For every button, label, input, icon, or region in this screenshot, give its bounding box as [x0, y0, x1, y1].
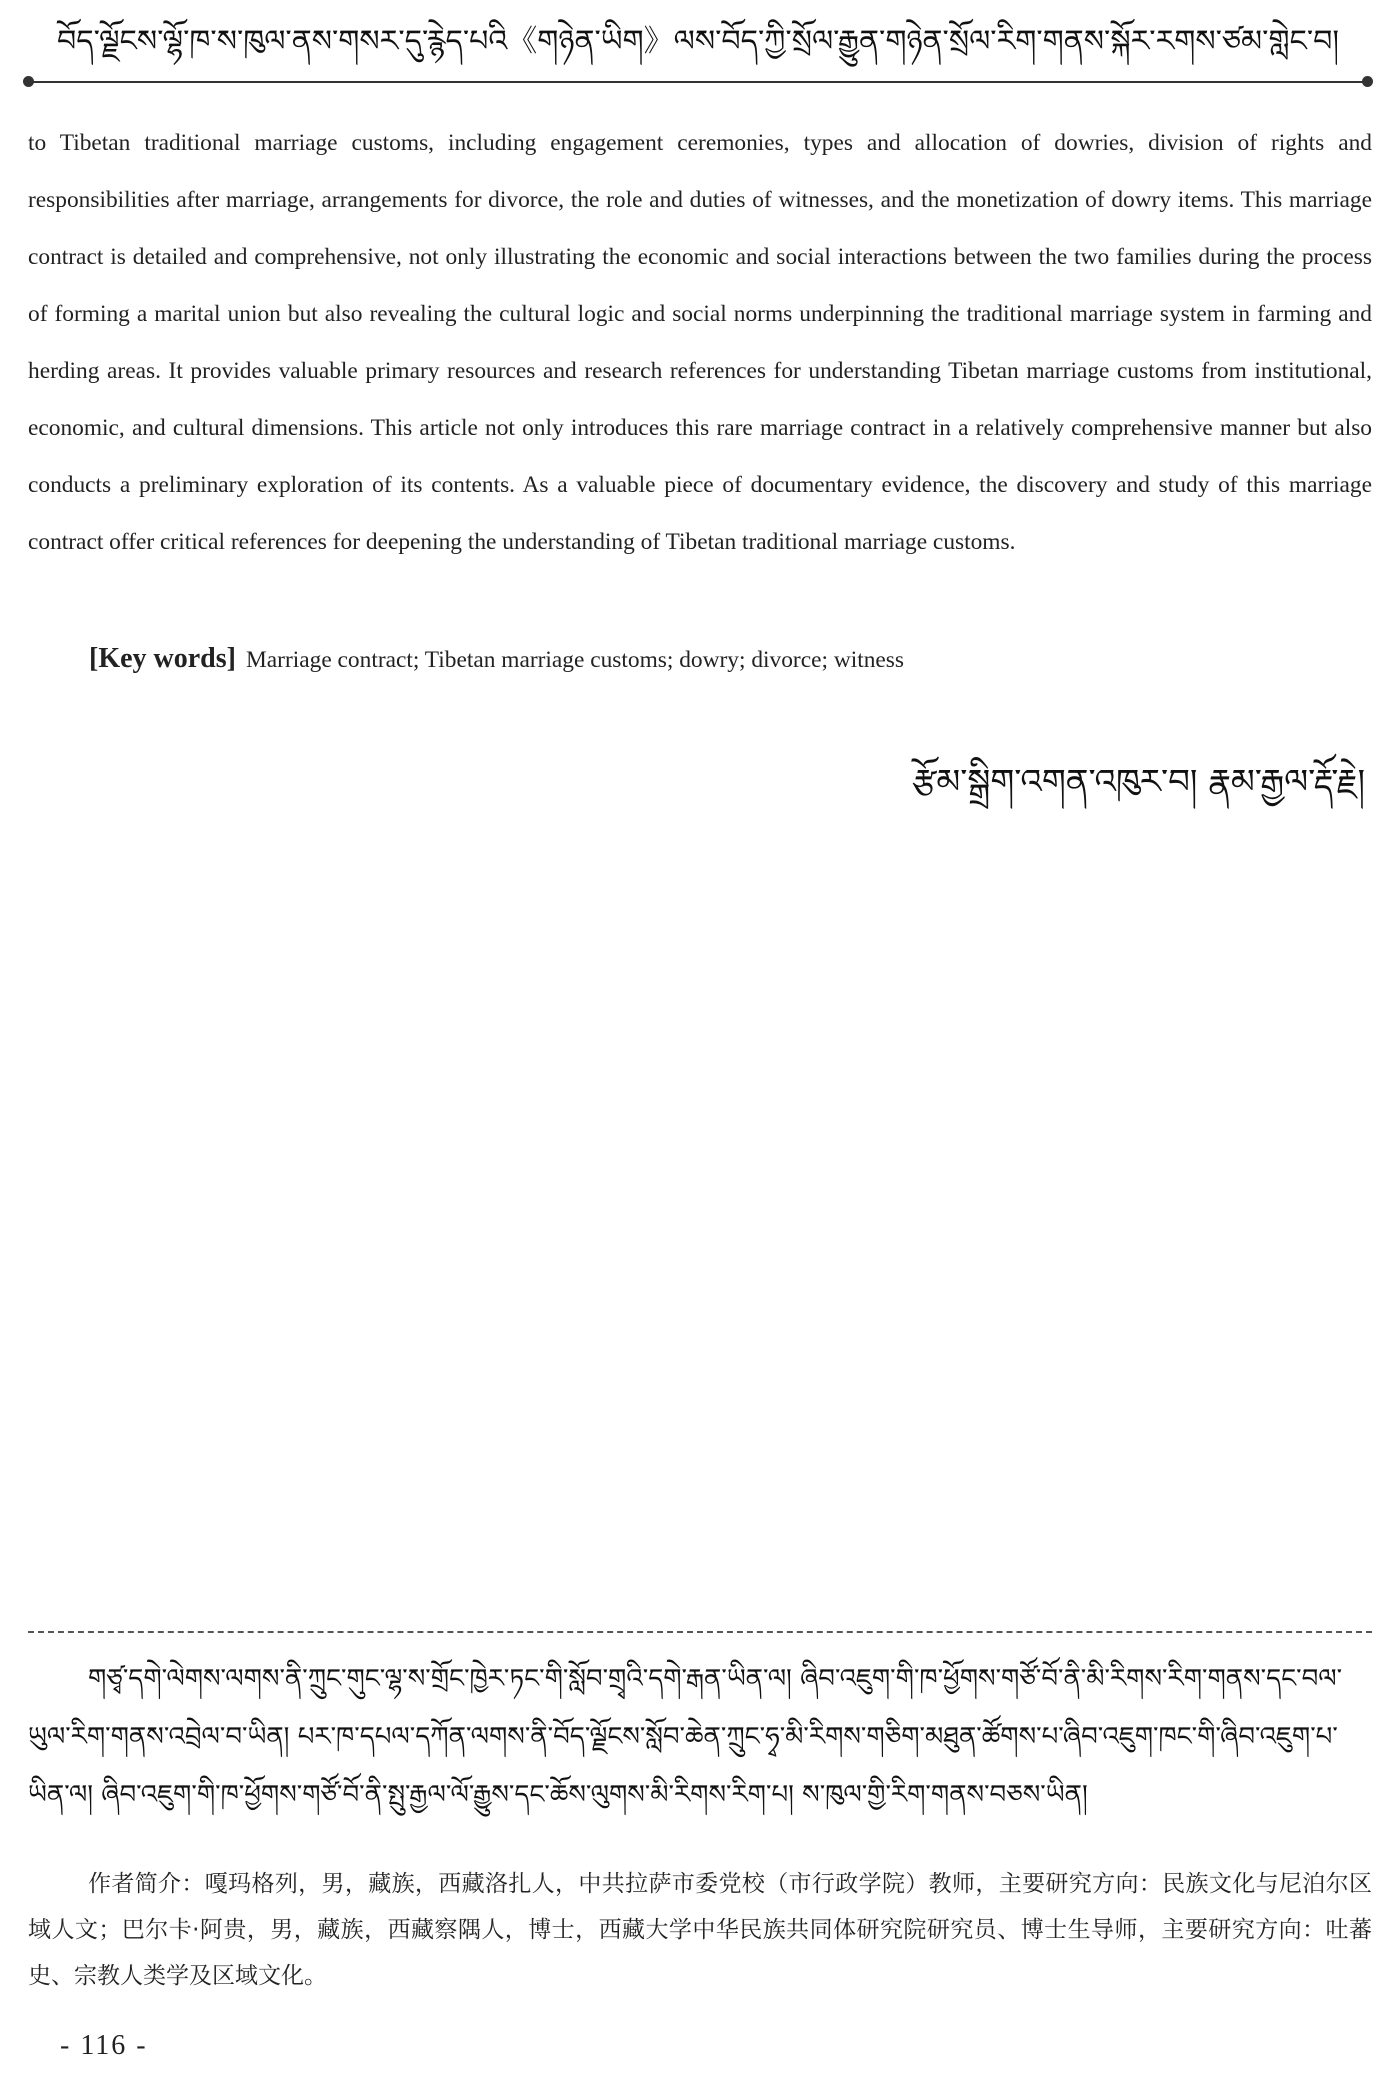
footnote-divider [28, 1631, 1372, 1633]
author-bio-tibetan: གཙྭ་དགེ་ལེགས་ལགས་ནི་ཀྲུང་གུང་ལྷ་ས་གྲོང་ཁྱེར་ཏང་གི་སློབ་གྲྭའི་དགེ་རྒན་ཡིན་ལ། ཞིབ་འཇུག་གི་ཁ་ཕྱོགས་གཙོ་བོ་ནི་མི་རིགས་རིག་གནས་དང་བལ་ཡུལ་རིག་གནས་འབྲེལ་བ་ཡིན། པར་ཁ་དཔལ་དཀོན་ལགས་ནི་བོད་ལྗོངས་སློབ་ཆེན་ཀྲུང་ཧྭ་མི་རིགས་གཅིག་མཐུན་ཚོགས་པ་ཞིབ་འཇུག་ཁང་གི་ཞིབ་འཇུག་པ་ཡིན་ལ། ཞིབ་འཇུག་གི་ཁ་ཕྱོགས་གཙོ་བོ་ནི་སྤུ་རྒྱལ་ལོ་རྒྱུས་དང་ཆོས་ལུགས་མི་རིགས་རིག་པ། ས་ཁུལ་གྱི་རིག་གནས་བཅས་ཡིན། [28, 1664, 1343, 1810]
author-bio-chinese: 作者简介：嘎玛格列，男，藏族，西藏洛扎人，中共拉萨市委党校（市行政学院）教师，主要研究方向：民族文化与尼泊尔区域人文；巴尔卡·阿贵，男，藏族，西藏察隅人，博士，西藏大学中华民族共同体研究院研究员、博士生导师，主要研究方向：吐蕃史、宗教人类学及区域文化。 [28, 1871, 1372, 1989]
keywords-line [89, 630, 1369, 689]
keywords-text: Marriage contract; Tibetan marriage customs; dowry; divorce; witness [245, 647, 905, 673]
running-header: བོད་ལྗོངས་ལྷོ་ཁ་ས་ཁུལ་ནས་གསར་དུ་རྙེད་པའི《གཉེན་ཡིག》ལས་བོད་ཀྱི་སྲོལ་རྒྱུན་གཉེན་སྲོལ་རིག་གནས་སྐོར་རགས་ཙམ་གླེང་བ། [56, 24, 1340, 59]
editor-line-tibetan: རྩོམ་སྒྲིག་འགན་འཁུར་བ། རྣམ་རྒྱལ་རྡོ་རྗེ། [912, 762, 1365, 802]
page-number: - 116 - [60, 2030, 148, 2061]
header-rule-right-dot [1362, 76, 1373, 87]
keywords-label: [Key words] [89, 643, 236, 674]
header-rule [28, 81, 1368, 83]
header-rule-left-dot [23, 76, 34, 87]
abstract-paragraph: to Tibetan traditional marriage customs, including engagement ceremonies, types and allocation of dowries, division of rights and responsibilities after marriage, arrangements for divorce, the role and duties of witnesses, and the monetization of dowry items. This marriage contract is detailed and comprehensive, not only illustrating the economic and social interactions between the two families during the process of forming a marital union but also revealing the cultural logic and social norms underpinning the traditional marriage system in farming and herding areas. It provides valuable primary resources and research references for understanding Tibetan marriage customs from institutional, economic, and cultural dimensions. This article not only introduces this rare marriage contract in a relatively comprehensive manner but also conducts a preliminary exploration of its contents. As a valuable piece of documentary evidence, the discovery and study of this marriage contract offer critical references for deepening the understanding of Tibetan traditional marriage customs. [28, 130, 1372, 555]
